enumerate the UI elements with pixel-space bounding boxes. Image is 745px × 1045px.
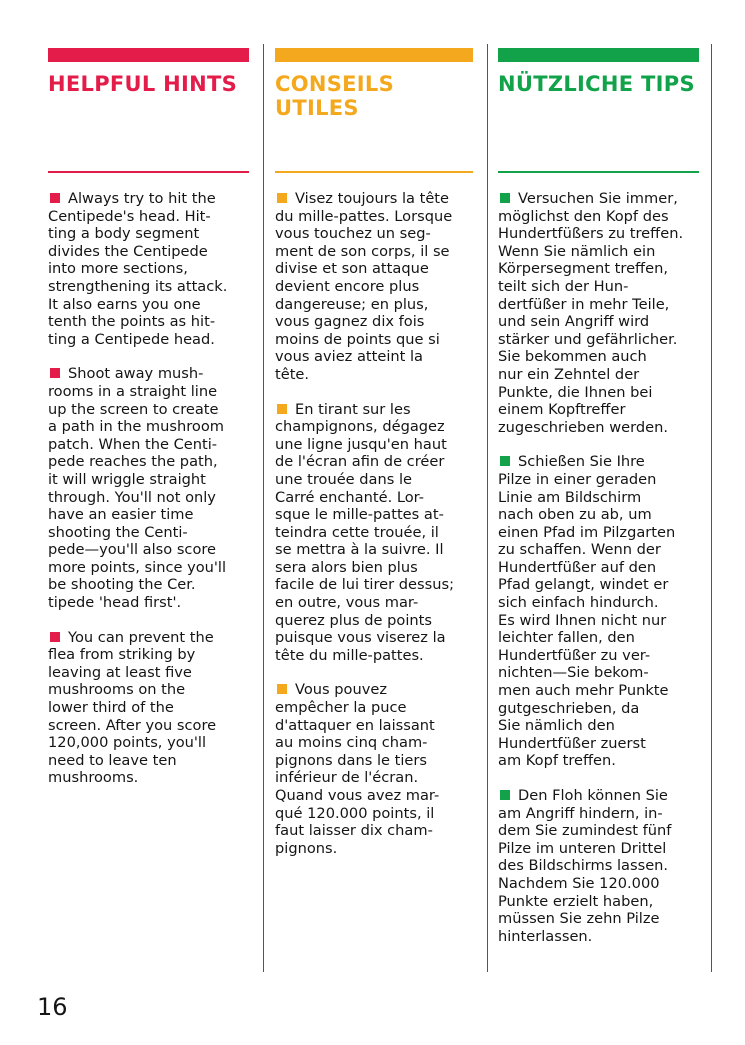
hints-english <box>48 190 249 804</box>
bullet-icon <box>500 193 510 203</box>
paragraph: Versuchen Sie immer, möglichst den Kopf des Hundertfüßers zu treffen. Wenn Sie nämlich ein Körpersegment treffen, teilt sich der Hun- dertfüßer in mehr Teile, und sein Angriff wird stärker und gefährlicher. Sie bekommen auch nur ein Zehntel der Punkte, die Ihnen bei einem Kopftreffer zugeschrieben werden. <box>498 190 684 436</box>
paragraph: Visez toujours la tête du mille-pattes. Lorsque vous touchez un seg- ment de son corps, il se divise et son attaque devient encore plus dangereuse; en plus, vous gagnez dix fois moins de points que si vous aviez atteint la tête. <box>275 190 453 383</box>
column-german <box>488 44 712 972</box>
bullet-icon <box>500 456 510 466</box>
bullet-icon <box>500 790 510 800</box>
rule-german <box>498 171 699 173</box>
hints-german <box>498 190 699 962</box>
heading-english: HELPFUL HINTS <box>48 72 238 96</box>
bullet-icon <box>50 193 60 203</box>
hints-french <box>275 190 473 874</box>
color-bar-french <box>275 48 473 62</box>
paragraph: Vous pouvez empêcher la puce d'attaquer en laissant au moins cinq cham- pignons dans le tiers inférieur de l'écran. Quand vous avez mar- qué 120.000 points, il faut laisser dix cham- pignons. <box>275 681 440 857</box>
bullet-icon <box>277 404 287 414</box>
paragraph: Schießen Sie Ihre Pilze in einer geraden Linie am Bildschirm nach oben zu ab, um einen Pfad im Pilzgarten zu schaffen. Wenn der Hundertfüßer auf den Pfad gelangt, windet er sich einfach hindurch. Es wird Ihnen nicht nur leichter fallen, den Hundertfüßer zu ver- nichten—Sie bekom- men auch mehr Punkte gutgeschrieben, da Sie nämlich den Hundertfüßer zuerst am Kopf treffen. <box>498 453 676 770</box>
paragraph: Den Floh können Sie am Angriff hindern, in- dem Sie zumindest fünf Pilze im unteren Drittel des Bildschirms lassen. Nachdem Sie 120.000 Punkte erzielt haben, müssen Sie zehn Pilze hinterlassen. <box>498 787 672 945</box>
page-number: 16 <box>37 993 68 1021</box>
paragraph: You can prevent the flea from striking by leaving at least five mushrooms on the lower third of the screen. After you score 120,000 points, you'll need to leave ten mushrooms. <box>48 628 217 787</box>
bullet-icon <box>277 684 287 694</box>
column-french <box>264 44 488 972</box>
heading-german: NÜTZLICHE TIPS <box>498 72 695 96</box>
bullet-icon <box>277 193 287 203</box>
color-bar-english <box>48 48 249 62</box>
bullet-icon <box>50 368 60 378</box>
heading-french: CONSEILS UTILES <box>275 72 395 120</box>
rule-english <box>48 171 249 173</box>
paragraph: En tirant sur les champignons, dégagez une ligne jusqu'en haut de l'écran afin de créer une trouée dans le Carré enchanté. Lor- sque le mille-pattes at- teindra cette trouée, il se mettra à la suivre. Il sera alors bien plus facile de lui tirer dessus; en outre, vous mar- querez plus de points puisque vous viserez la tête du mille-pattes. <box>275 400 455 664</box>
bullet-icon <box>50 632 60 642</box>
rule-french <box>275 171 473 173</box>
paragraph: Shoot away mush- rooms in a straight line up the screen to create a path in the mushroom patch. When the Centi- pede reaches the path, it will wriggle straight through. You'll not only have an easier time shooting the Centi- pede—you'll also score more points, since you'll be shooting the Cer. tipede 'head first'. <box>48 365 227 612</box>
paragraph: Always try to hit the Centipede's head. Hit- ting a body segment divides the Centipede into more sections, strengthening its attack. It also earns you one tenth the points as hit- ting a Centipede head. <box>48 190 228 348</box>
column-english <box>38 44 264 972</box>
color-bar-german <box>498 48 699 62</box>
